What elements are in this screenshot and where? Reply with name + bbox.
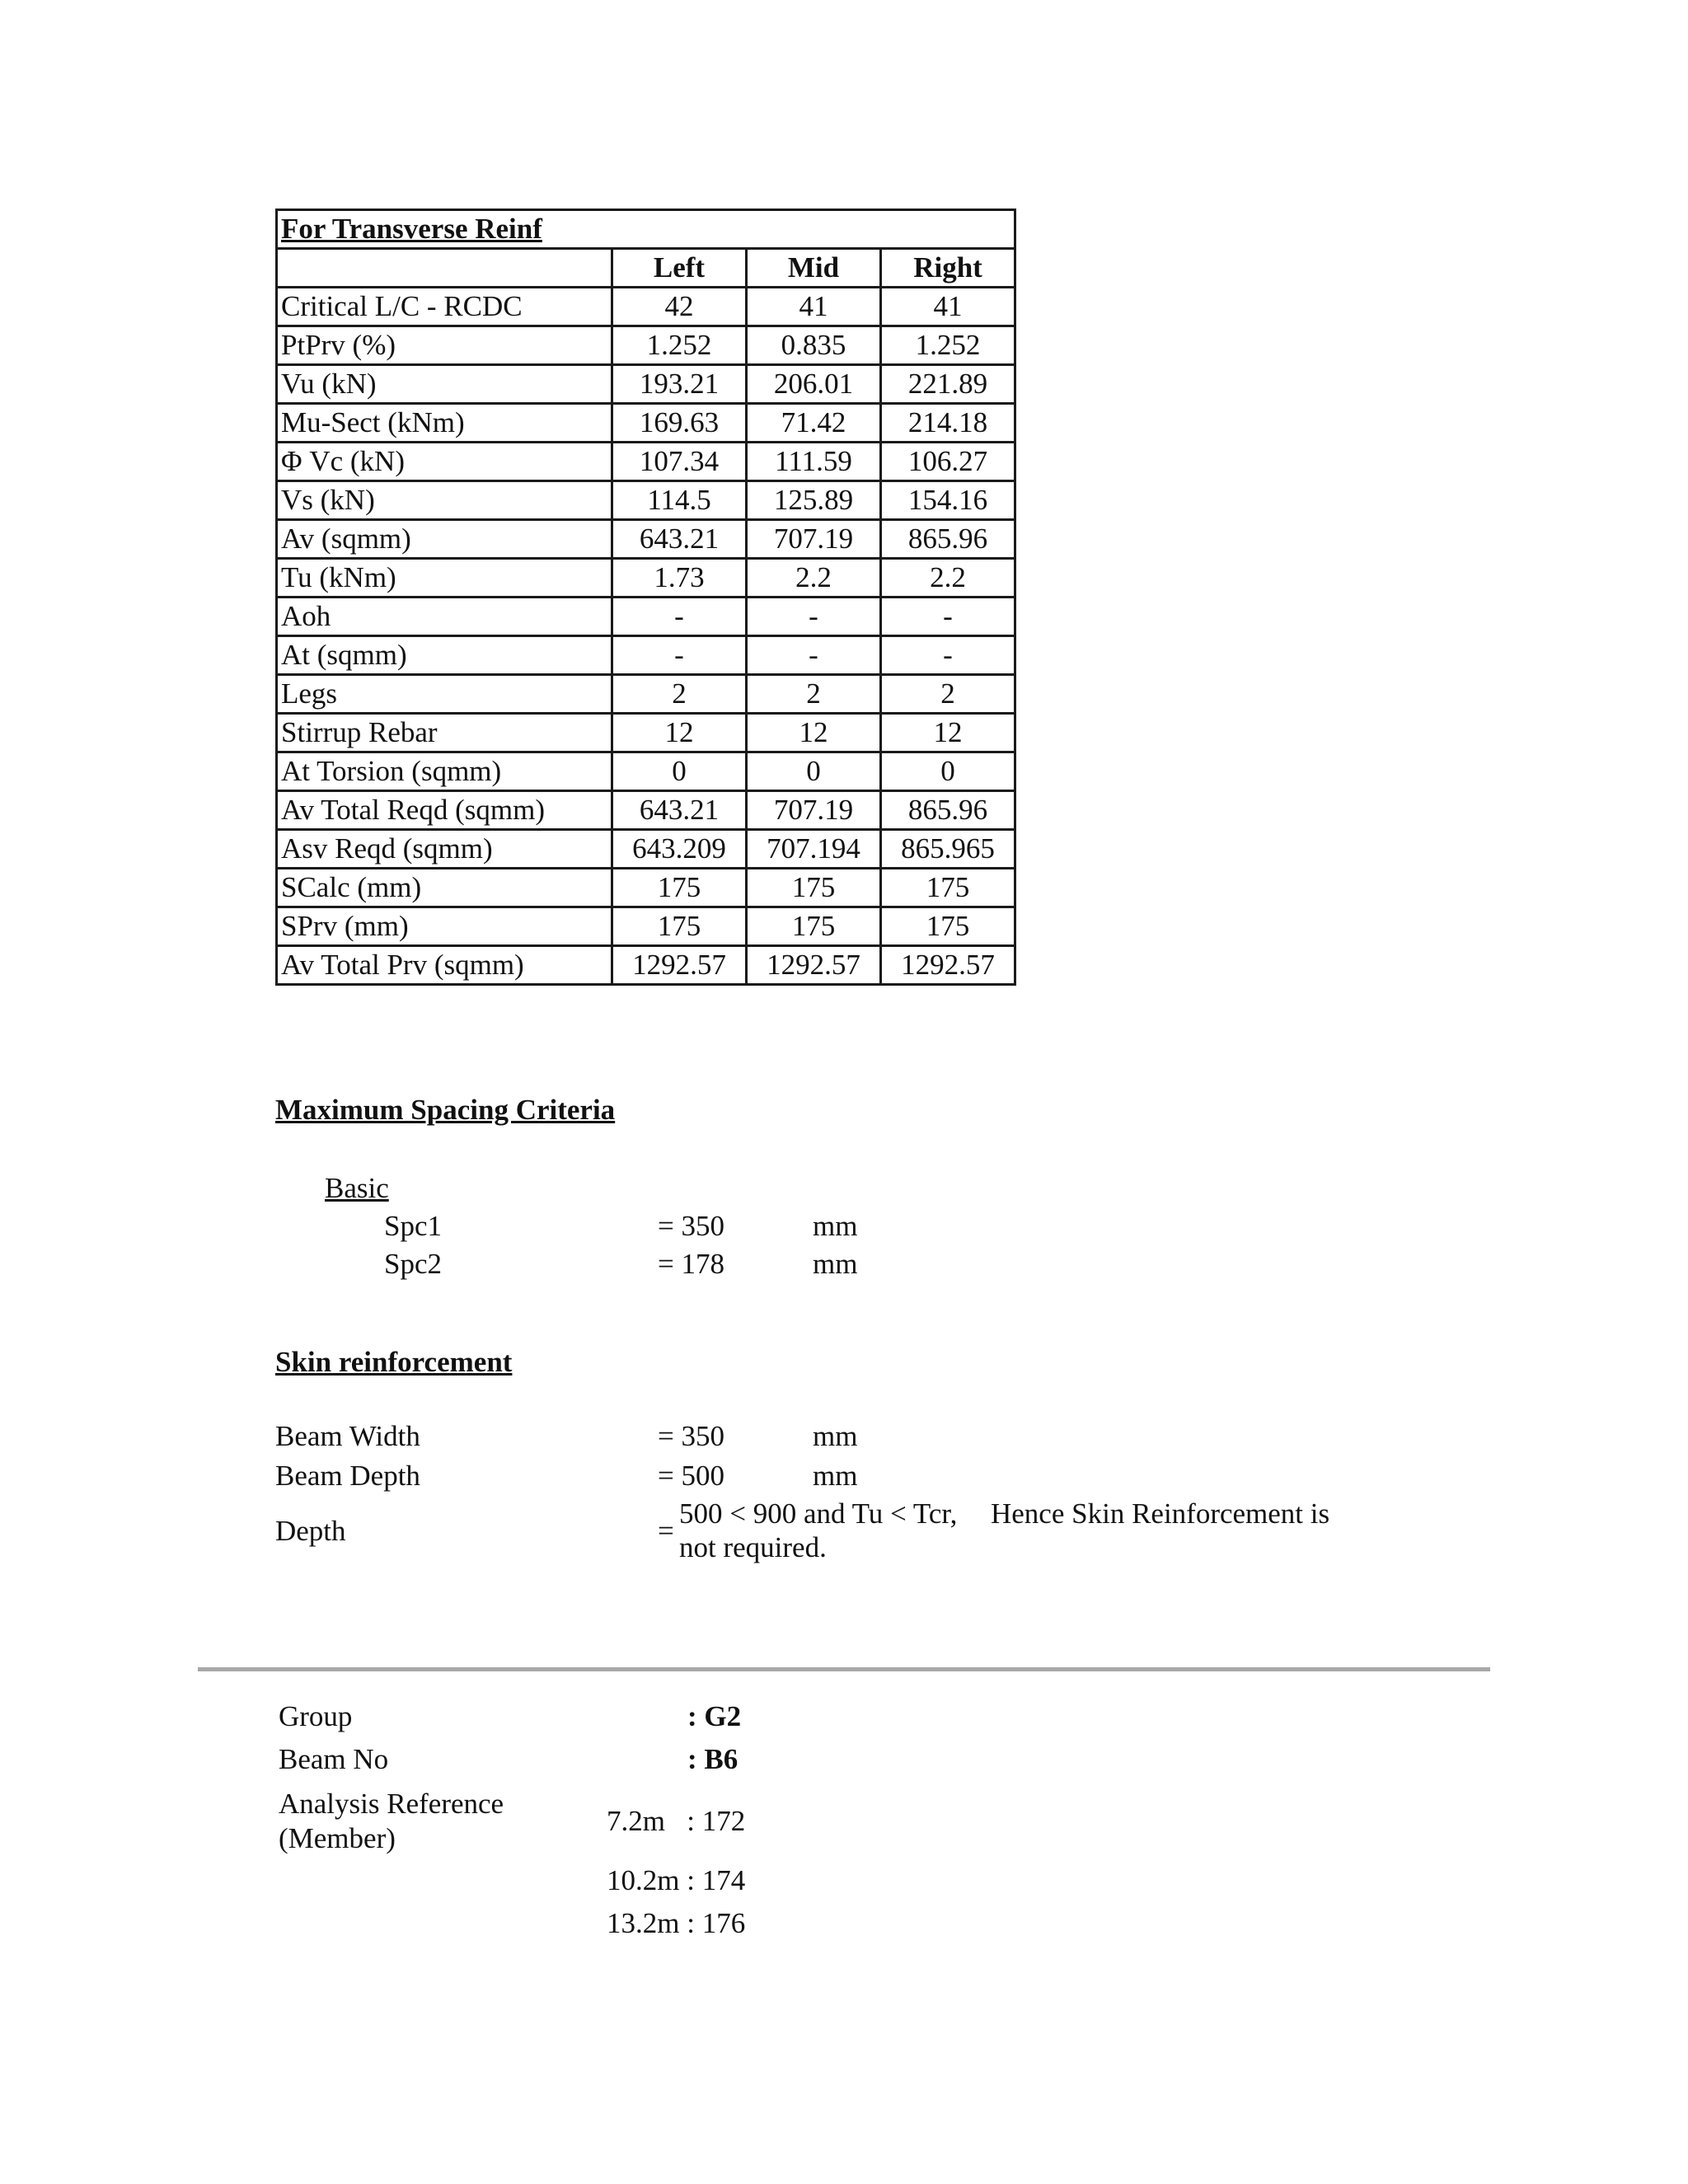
skin-heading: Skin reinforcement xyxy=(275,1346,513,1378)
header-blank-cell xyxy=(277,249,612,288)
cell-mid: 125.89 xyxy=(747,481,881,520)
section-divider xyxy=(198,1667,1490,1671)
analysis-ref-entry: 10.2m : 174 xyxy=(607,1864,746,1896)
row-label: At Torsion (sqmm) xyxy=(277,752,612,791)
row-label: Mu-Sect (kNm) xyxy=(277,404,612,443)
cell-right: 214.18 xyxy=(881,404,1015,443)
beam-no-label: Beam No xyxy=(279,1743,389,1775)
cell-mid: 0 xyxy=(747,752,881,791)
beam-depth-unit: mm xyxy=(813,1460,858,1492)
cell-right: 865.96 xyxy=(881,791,1015,830)
cell-right: 2.2 xyxy=(881,559,1015,598)
row-label: Vs (kN) xyxy=(277,481,612,520)
row-label: Asv Reqd (sqmm) xyxy=(277,830,612,869)
cell-left: 107.34 xyxy=(612,443,747,481)
cell-left: 2 xyxy=(612,675,747,714)
basic-label: Basic xyxy=(325,1172,389,1204)
row-label: Tu (kNm) xyxy=(277,559,612,598)
cell-mid: 707.194 xyxy=(747,830,881,869)
cell-mid: 175 xyxy=(747,869,881,907)
cell-left: 114.5 xyxy=(612,481,747,520)
cell-mid: 0.835 xyxy=(747,326,881,365)
row-label: Φ Vc (kN) xyxy=(277,443,612,481)
table-row xyxy=(277,288,1015,326)
table-title: For Transverse Reinf xyxy=(277,210,1015,249)
group-label: Group xyxy=(279,1700,353,1732)
cell-mid: 71.42 xyxy=(747,404,881,443)
cell-right: 0 xyxy=(881,752,1015,791)
beam-no-value: : B6 xyxy=(687,1743,738,1775)
table-row xyxy=(277,675,1015,714)
cell-left: 1292.57 xyxy=(612,946,747,985)
row-label: SCalc (mm) xyxy=(277,869,612,907)
cell-right: - xyxy=(881,598,1015,636)
table-row xyxy=(277,830,1015,869)
transverse-reinf-table-body xyxy=(277,210,1015,985)
beam-width-unit: mm xyxy=(813,1420,858,1452)
cell-left: 12 xyxy=(612,714,747,752)
row-label: Stirrup Rebar xyxy=(277,714,612,752)
beam-width-value: = 350 xyxy=(658,1420,724,1452)
spc1-value: = 350 xyxy=(658,1210,724,1242)
cell-left: 0 xyxy=(612,752,747,791)
beam-depth-value: = 500 xyxy=(658,1460,724,1492)
analysis-ref-entry: 13.2m : 176 xyxy=(607,1907,746,1939)
cell-right: 1.252 xyxy=(881,326,1015,365)
table-row xyxy=(277,791,1015,830)
table-row xyxy=(277,365,1015,404)
group-value: : G2 xyxy=(687,1700,742,1732)
row-label: Critical L/C - RCDC xyxy=(277,288,612,326)
table-header-row xyxy=(277,249,1015,288)
spc2-value: = 178 xyxy=(658,1248,724,1280)
cell-mid: 175 xyxy=(747,907,881,946)
cell-left: - xyxy=(612,598,747,636)
depth-conclusion: Hence Skin Reinforcement is xyxy=(991,1497,1330,1530)
cell-left: 175 xyxy=(612,869,747,907)
cell-left: 175 xyxy=(612,907,747,946)
cell-mid: 707.19 xyxy=(747,520,881,559)
row-label: Legs xyxy=(277,675,612,714)
cell-right: 865.965 xyxy=(881,830,1015,869)
header-left: Left xyxy=(612,249,747,288)
beam-depth-label: Beam Depth xyxy=(275,1460,420,1492)
table-row xyxy=(277,714,1015,752)
spc2-label: Spc2 xyxy=(384,1248,442,1280)
analysis-ref-entry: 7.2m : 172 xyxy=(607,1805,746,1837)
analysis-ref-label: Analysis Reference xyxy=(279,1788,504,1820)
cell-right: 175 xyxy=(881,869,1015,907)
cell-mid: 2 xyxy=(747,675,881,714)
cell-right: 41 xyxy=(881,288,1015,326)
table-row xyxy=(277,752,1015,791)
cell-left: 1.73 xyxy=(612,559,747,598)
cell-mid: 206.01 xyxy=(747,365,881,404)
cell-right: 106.27 xyxy=(881,443,1015,481)
cell-left: 42 xyxy=(612,288,747,326)
table-row xyxy=(277,946,1015,985)
depth-condition: 500 < 900 and Tu < Tcr, xyxy=(679,1497,958,1530)
spc2-unit: mm xyxy=(813,1248,858,1280)
table-row xyxy=(277,907,1015,946)
row-label: Av Total Reqd (sqmm) xyxy=(277,791,612,830)
cell-mid: 111.59 xyxy=(747,443,881,481)
depth-label: Depth xyxy=(275,1515,346,1547)
cell-left: - xyxy=(612,636,747,675)
table-title-row xyxy=(277,210,1015,249)
depth-equals: = xyxy=(658,1515,674,1547)
table-row xyxy=(277,598,1015,636)
cell-right: - xyxy=(881,636,1015,675)
row-label: Av Total Prv (sqmm) xyxy=(277,946,612,985)
cell-right: 175 xyxy=(881,907,1015,946)
transverse-reinf-table xyxy=(275,209,1016,986)
cell-right: 154.16 xyxy=(881,481,1015,520)
table-row xyxy=(277,520,1015,559)
table-row xyxy=(277,869,1015,907)
table-row xyxy=(277,326,1015,365)
cell-mid: - xyxy=(747,598,881,636)
cell-mid: 1292.57 xyxy=(747,946,881,985)
table-row xyxy=(277,481,1015,520)
beam-width-label: Beam Width xyxy=(275,1420,420,1452)
cell-mid: 41 xyxy=(747,288,881,326)
row-label: Aoh xyxy=(277,598,612,636)
row-label: Vu (kN) xyxy=(277,365,612,404)
spc1-label: Spc1 xyxy=(384,1210,442,1242)
cell-mid: 2.2 xyxy=(747,559,881,598)
cell-left: 643.209 xyxy=(612,830,747,869)
cell-left: 1.252 xyxy=(612,326,747,365)
table-row xyxy=(277,443,1015,481)
cell-right: 865.96 xyxy=(881,520,1015,559)
spc1-unit: mm xyxy=(813,1210,858,1242)
cell-right: 221.89 xyxy=(881,365,1015,404)
row-label: Av (sqmm) xyxy=(277,520,612,559)
cell-right: 2 xyxy=(881,675,1015,714)
table-row xyxy=(277,404,1015,443)
depth-conclusion-cont: not required. xyxy=(679,1531,827,1563)
cell-left: 643.21 xyxy=(612,520,747,559)
cell-left: 643.21 xyxy=(612,791,747,830)
header-mid: Mid xyxy=(747,249,881,288)
cell-right: 1292.57 xyxy=(881,946,1015,985)
cell-mid: 707.19 xyxy=(747,791,881,830)
row-label: PtPrv (%) xyxy=(277,326,612,365)
cell-right: 12 xyxy=(881,714,1015,752)
row-label: At (sqmm) xyxy=(277,636,612,675)
analysis-ref-label-member: (Member) xyxy=(279,1822,396,1854)
cell-mid: 12 xyxy=(747,714,881,752)
cell-left: 169.63 xyxy=(612,404,747,443)
header-right: Right xyxy=(881,249,1015,288)
table-row xyxy=(277,559,1015,598)
cell-mid: - xyxy=(747,636,881,675)
cell-left: 193.21 xyxy=(612,365,747,404)
max-spacing-heading: Maximum Spacing Criteria xyxy=(275,1094,616,1126)
row-label: SPrv (mm) xyxy=(277,907,612,946)
table-row xyxy=(277,636,1015,675)
